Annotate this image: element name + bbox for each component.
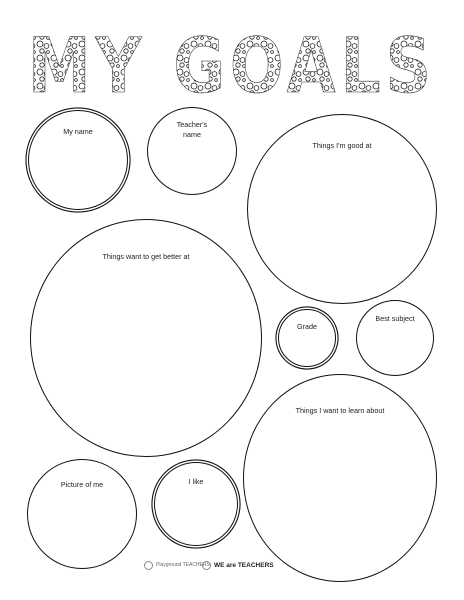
grade-label: Grade <box>297 322 317 331</box>
playground-logo-icon <box>144 561 153 570</box>
things-good-at-label: Things I'm good at <box>312 141 372 150</box>
title-text: MY GOALS <box>28 26 436 100</box>
we-are-teachers-logo <box>202 556 274 574</box>
things-learn-about-circle[interactable] <box>243 374 437 582</box>
we-are-teachers-logo-icon <box>202 561 211 570</box>
teachers-name-circle[interactable] <box>147 107 237 195</box>
things-good-at-circle[interactable] <box>247 114 437 304</box>
teachers-name-label: Teacher's name <box>176 120 208 139</box>
things-learn-about-label: Things I want to learn about <box>295 406 385 415</box>
playground-teachers-logo <box>144 556 210 574</box>
page-title <box>22 26 442 100</box>
things-better-at-circle[interactable] <box>30 219 262 457</box>
my-name-circle[interactable] <box>28 110 128 210</box>
things-better-at-label: Things want to get better at <box>102 252 190 261</box>
playground-logo-text: Playground TEACHERS <box>156 562 210 568</box>
grade-circle[interactable] <box>278 309 336 367</box>
picture-of-me-circle[interactable] <box>27 459 137 569</box>
i-like-circle[interactable] <box>154 462 238 546</box>
i-like-label: I like <box>188 477 204 486</box>
best-subject-label: Best subject <box>375 314 415 323</box>
best-subject-circle[interactable] <box>356 300 434 376</box>
my-name-label: My name <box>63 127 93 136</box>
picture-of-me-label: Picture of me <box>60 480 104 489</box>
we-are-teachers-logo-text: WE are TEACHERS <box>214 561 274 569</box>
